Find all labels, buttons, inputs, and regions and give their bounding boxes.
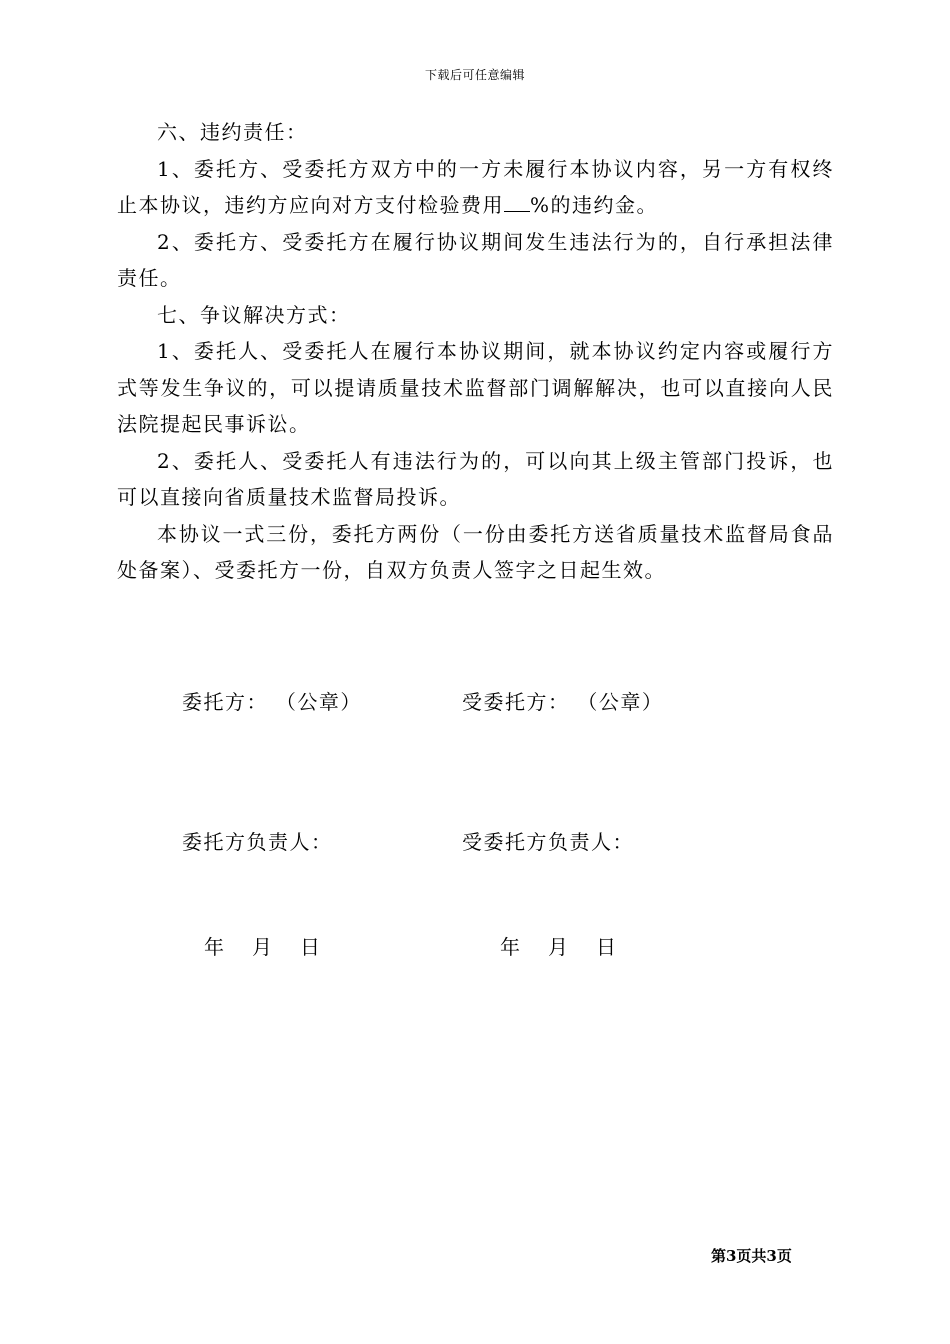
client-date-month: 月 bbox=[252, 935, 272, 959]
section-7-item-2: 2、委托人、受委托人有违法行为的，可以向其上级主管部门投诉，也可以直接向省质量技术监督局投诉。 bbox=[117, 448, 834, 509]
agent-date-day: 日 bbox=[596, 935, 616, 959]
section-6-item-1-tail: %的违约金。 bbox=[530, 193, 659, 217]
client-date-year: 年 bbox=[204, 935, 224, 959]
section-6-title: 六、违约责任： bbox=[157, 120, 308, 144]
section-6-item-1 bbox=[117, 151, 834, 224]
header-note: 下载后可任意编辑 bbox=[424, 68, 525, 82]
section-6-item-2: 2、委托方、受委托方在履行协议期间发生违法行为的，自行承担法律责任。 bbox=[117, 229, 834, 290]
agent-person-label: 受委托方负责人： bbox=[462, 830, 634, 854]
percentage-blank bbox=[504, 193, 530, 212]
agent-date bbox=[500, 931, 644, 960]
client-date-day: 日 bbox=[300, 935, 320, 959]
section-7-item-1: 1、委托人、受委托人在履行本协议期间，就本协议约定内容或履行方式等发生争议的，可以提请质量技术监督部门调解解决，也可以直接向人民法院提起民事诉讼。 bbox=[117, 339, 834, 436]
agent-date-month: 月 bbox=[548, 935, 568, 959]
page-number: 第3页共3页 bbox=[711, 1247, 792, 1265]
client-person-label: 委托方负责人： bbox=[182, 830, 333, 854]
client-seal-label: 委托方： （公章） bbox=[182, 690, 362, 714]
section-6-item-1-text: 1、委托方、受委托方双方中的一方未履行本协议内容，另一方有权终止本协议，违约方应向对方支付检验费用 bbox=[117, 156, 834, 217]
agent-date-year: 年 bbox=[500, 935, 520, 959]
section-7-title: 七、争议解决方式： bbox=[157, 302, 351, 327]
closing-clause: 本协议一式三份，委托方两份（一份由委托方送省质量技术监督局食品处备案）、受委托方一份，自双方负责人签字之日起生效。 bbox=[117, 521, 834, 582]
document-body bbox=[117, 114, 834, 589]
agent-seal-label: 受委托方： （公章） bbox=[462, 690, 664, 714]
client-date bbox=[204, 931, 348, 960]
